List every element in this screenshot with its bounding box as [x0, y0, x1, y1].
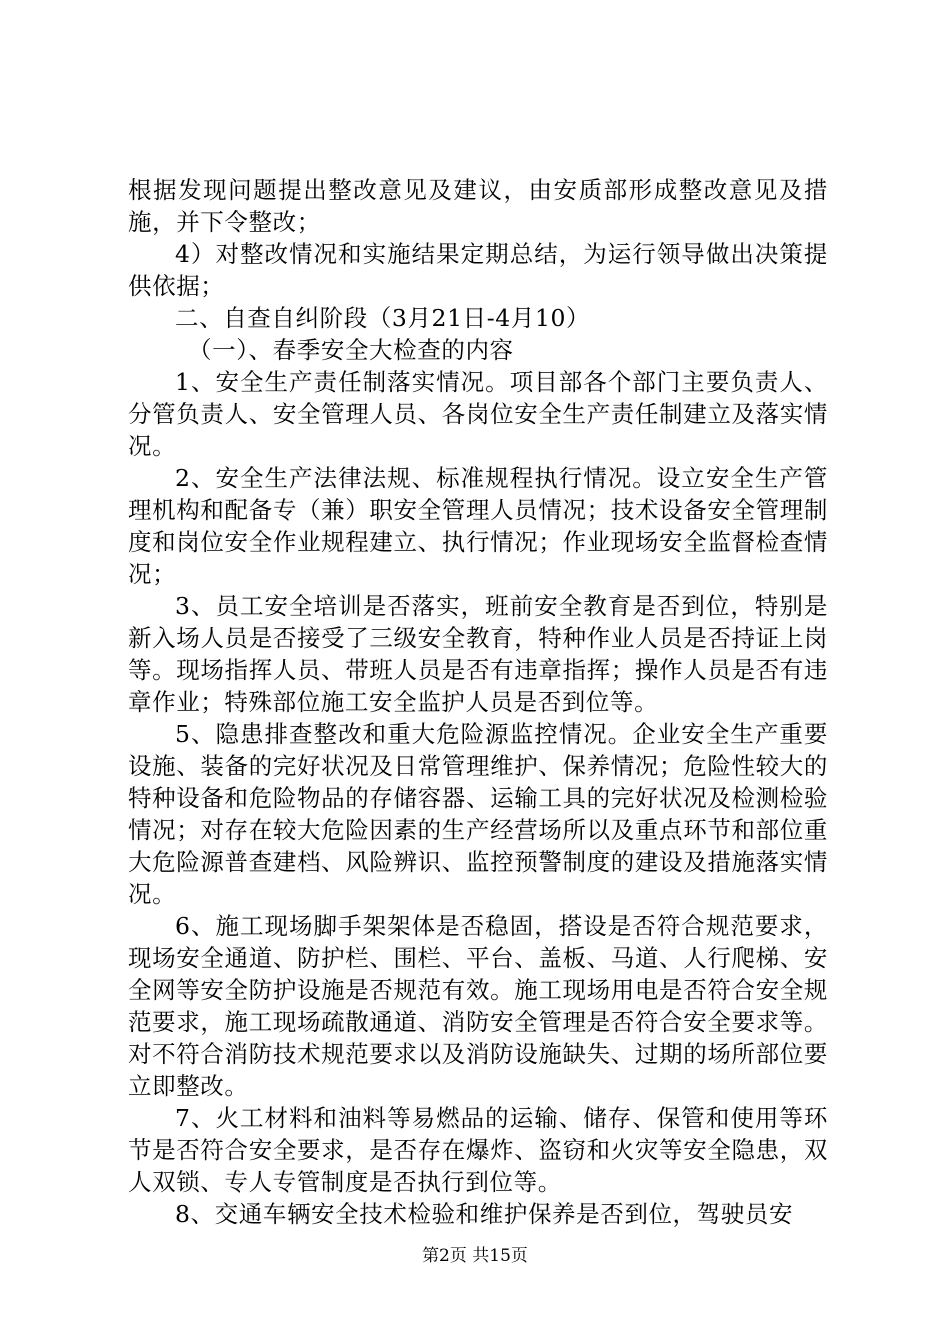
paragraph-item-6: 6、施工现场脚手架架体是否稳固，搭设是否符合规范要求，现场安全通道、防护栏、围栏、平台、盖板、马道、人行爬梯、安全网等安全防护设施是否规范有效。施工现场用电是否符合安全规范要求，施工现场疏散通道、消防安全管理是否符合安全要求等。对不符合消防技术规范要求以及消防设施缺失、过期的场所部位要立即整改。: [128, 912, 828, 1100]
paragraph-item-4: 4）对整改情况和实施结果定期总结，为运行领导做出决策提供依据；: [128, 240, 828, 300]
page-number: 第2页 共15页: [422, 1246, 528, 1266]
paragraph-item-5: 5、隐患排查整改和重大危险源监控情况。企业安全生产重要设施、装备的完好状况及日常管理维护、保养情况；危险性较大的特种设备和危险物品的存储容器、运输工具的完好状况及检测检验情况；对存在较大危险因素的生产经营场所以及重点环节和部位重大危险源普查建档、风险辨识、监控预警制度的建设及措施落实情况。: [128, 720, 828, 908]
paragraph-continuation: 根据发现问题提出整改意见及建议，由安质部形成整改意见及措施，并下令整改；: [128, 176, 828, 236]
paragraph-item-8: 8、交通车辆安全技术检验和维护保养是否到位，驾驶员安: [175, 1200, 794, 1228]
paragraph-item-3: 3、员工安全培训是否落实，班前安全教育是否到位，特别是新入场人员是否接受了三级安全教育，特种作业人员是否持证上岗等。现场指挥人员、带班人员是否有违章指挥；操作人员是否有违章作业；特殊部位施工安全监护人员是否到位等。: [128, 592, 828, 716]
paragraph-item-2: 2、安全生产法律法规、标准规程执行情况。设立安全生产管理机构和配备专（兼）职安全管理人员情况；技术设备安全管理制度和岗位安全作业规程建立、执行情况；作业现场安全监督检查情况；: [128, 464, 828, 588]
paragraph-item-7: 7、火工材料和油料等易燃品的运输、储存、保管和使用等环节是否符合安全要求，是否存在爆炸、盗窃和火灾等安全隐患，双人双锁、专人专管制度是否执行到位等。: [128, 1104, 828, 1196]
paragraph-item-1: 1、安全生产责任制落实情况。项目部各个部门主要负责人、分管负责人、安全管理人员、各岗位安全生产责任制建立及落实情况。: [128, 368, 828, 460]
page-footer: [0, 1245, 950, 1267]
subsection-heading: （一）、春季安全大检查的内容: [188, 336, 514, 364]
section-heading: 二、自查自纠阶段（3月21日-4月10）: [175, 304, 591, 332]
document-body: [128, 174, 828, 1230]
